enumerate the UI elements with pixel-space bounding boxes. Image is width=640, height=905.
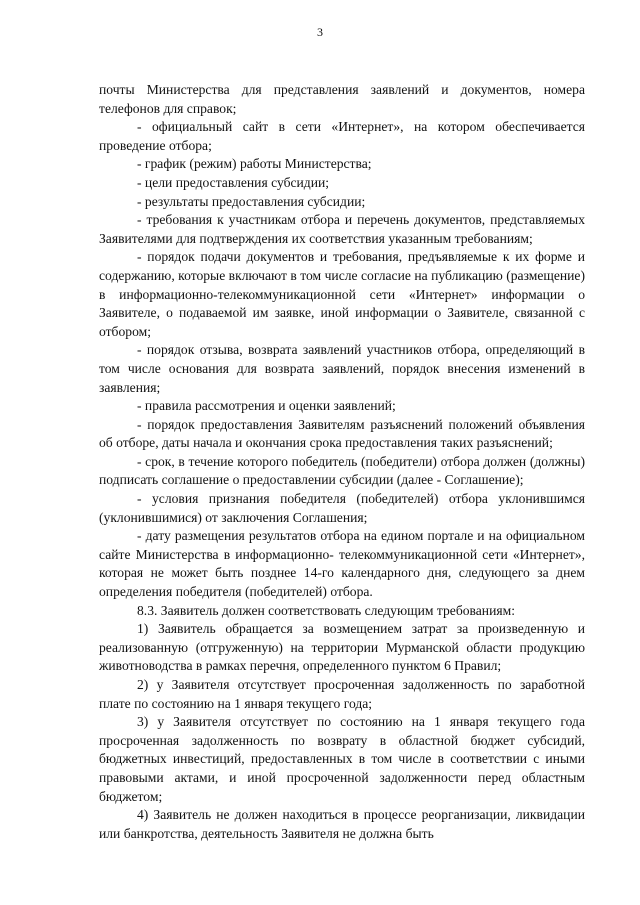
- paragraph: - порядок подачи документов и требования, предъявляемые к их форме и содержанию, которые включают в том числе согласие на публикацию (размещение) в информационно-телекоммуникационной сети «Интернет» информации о Заявителе, о подаваемой им заявке, иной информации о Заявителе, связанной с отбором;: [99, 249, 585, 339]
- paragraph: 1) Заявитель обращается за возмещением затрат за произведенную и реализованную (отгруженную) на территории Мурманской области продукцию животноводства в рамках перечня, определенного пунктом 6 Правил;: [99, 621, 585, 674]
- paragraph: - порядок отзыва, возврата заявлений участников отбора, определяющий в том числе основания для возврата заявлений, порядок внесения изменений в заявления;: [99, 342, 585, 395]
- paragraph: почты Министерства для представления заявлений и документов, номера телефонов для справок;: [99, 82, 585, 116]
- page-number: 3: [317, 25, 323, 39]
- paragraph: - результаты предоставления субсидии;: [137, 193, 366, 209]
- paragraph: 2) у Заявителя отсутствует просроченная задолженность по заработной плате по состоянию на 1 января текущего года;: [99, 677, 585, 711]
- paragraph: - правила рассмотрения и оценки заявлений;: [137, 398, 396, 414]
- paragraph: - дату размещения результатов отбора на едином портале и на официальном сайте Министерства в информационно- телекоммуникационной сети «Интернет», которая не может быть позднее 14-го календарного дня, следующего за днем определения победителя (победителей) отбора.: [99, 528, 585, 600]
- paragraph: - срок, в течение которого победитель (победители) отбора должен (должны) подписать соглашение о предоставлении субсидии (далее - Соглашение);: [99, 453, 585, 488]
- paragraph: - график (режим) работы Министерства;: [137, 156, 372, 172]
- paragraph: - порядок предоставления Заявителям разъяснений положений объявления об отборе, даты начала и окончания срока предоставления таких разъяснений;: [99, 416, 585, 451]
- paragraph: - требования к участникам отбора и перечень документов, представляемых Заявителями для подтверждения их соответствия указанным требованиям;: [99, 212, 585, 246]
- paragraph: 3) у Заявителя отсутствует по состоянию на 1 января текущего года просроченная задолженность по возврату в областной бюджет субсидий, бюджетных инвестиций, предоставленных в том числе в соответствии с иными правовыми актами, и иной просроченной задолженности перед областным бюджетом;: [99, 714, 585, 804]
- paragraph: - официальный сайт в сети «Интернет», на котором обеспечивается проведение отбора;: [99, 119, 585, 153]
- document-body: [99, 81, 585, 843]
- paragraph: - условия признания победителя (победителей) отбора уклонившимся (уклонившимися) от заключения Соглашения;: [99, 491, 585, 525]
- paragraph: - цели предоставления субсидии;: [137, 174, 330, 190]
- paragraph: 8.3. Заявитель должен соответствовать следующим требованиям:: [137, 602, 515, 618]
- paragraph: 4) Заявитель не должен находиться в процессе реорганизации, ликвидации или банкротства, деятельность Заявителя не должна быть: [99, 807, 585, 841]
